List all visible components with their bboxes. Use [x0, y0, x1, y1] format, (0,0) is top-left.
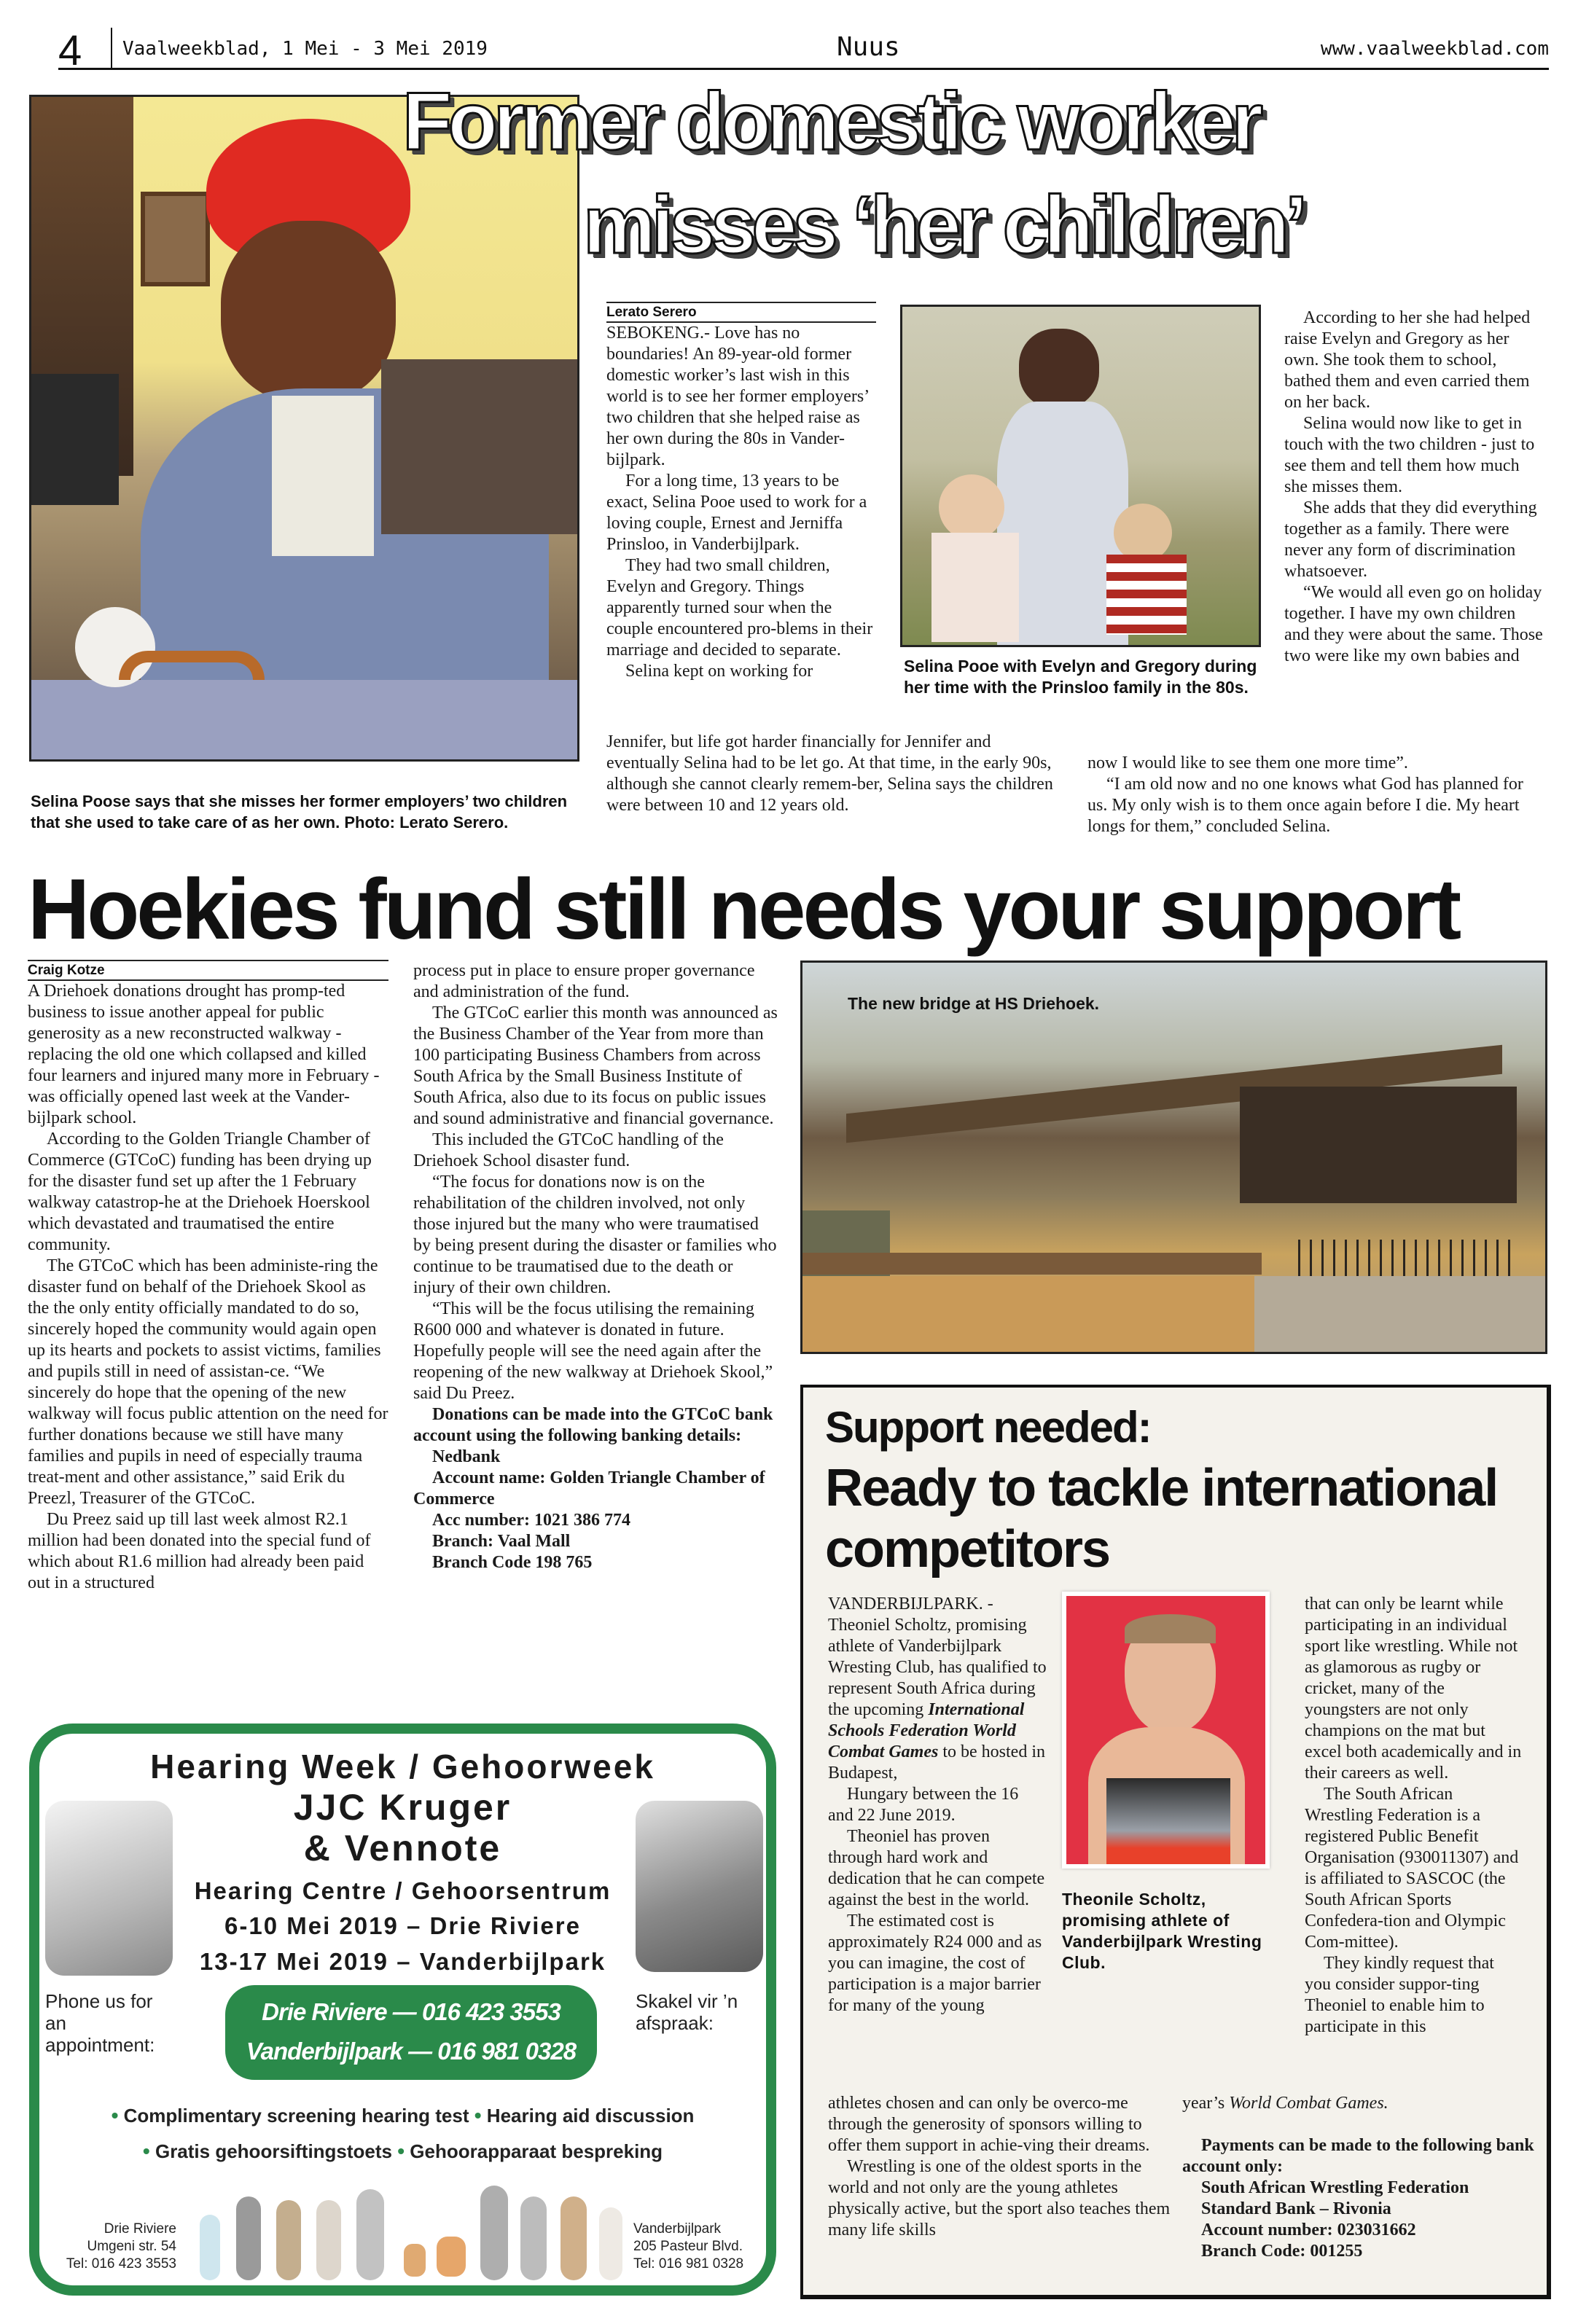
paragraph: For a long time, 13 years to be exact, Selina Pooe used to work for a loving couple, Ernest and Jerniffa Prinsloo, in Vanderbijlpark.	[606, 472, 867, 554]
paragraph: Du Preez said up till last week almost R2.1 million had been donated into the special fund of which about R1.6 million had already been paid out in a structured	[28, 1510, 371, 1592]
offer: Complimentary screening hearing test	[123, 2105, 469, 2127]
woman-portrait	[45, 1801, 173, 1976]
branch-code: Branch Code: 001255	[1201, 2242, 1363, 2261]
branch-name: Vanderbijlpark	[633, 2221, 722, 2237]
story2-byline: Craig Kotze	[28, 960, 388, 981]
branch-phone: Tel: 016 981 0328	[633, 2256, 744, 2272]
advert-date-vanderbijlpark: 13-17 Mei 2019 – Vanderbijlpark	[199, 1948, 606, 1975]
offer: Gratis gehoorsiftingstoets	[155, 2140, 393, 2162]
paragraph: SEBOKENG.- Love has no boundaries! An 89-year-old former domestic worker’s last wish in this world is to see her former employers’ two children that she helped raise as her own during the 80s in Vander-bijlpark.	[606, 324, 869, 469]
paragraph	[1182, 2093, 1539, 2114]
story2-headline: Hoekies fund still needs your support	[28, 861, 1459, 958]
paragraph: “We would all even go on holiday together. I have my own children and they were about the same. Those two were like my own babies and	[1284, 583, 1543, 665]
paragraph: Wrestling is one of the oldest sports in the world and not only are the young athletes physically active, but the sport also teaches them many life skills	[828, 2157, 1171, 2239]
page-header	[58, 27, 1549, 74]
story3-column-3-wide	[1182, 2093, 1539, 2262]
paragraph: Jennifer, but life got harder financially for Jennifer and eventually Selina had to be let go. At that time, in the early 90s, although she cannot clearly remem-ber, Selina says the children were between 10 and 12 years old.	[606, 732, 1053, 815]
paragraph: They had two small children, Evelyn and Gregory. Things apparently turned sour when the couple encountered pro-blems in their marriage and decided to separate.	[606, 556, 873, 660]
branch-address: 205 Pasteur Blvd.	[633, 2239, 743, 2254]
paragraph: “This will be the focus utilising the remaining R600 000 and whatever is donated in future. Hopefully people will see the need again after the reopening of the new walkway at Driehoek Skool,” said Du Preez.	[413, 1299, 773, 1403]
bullet-icon: •	[142, 2140, 150, 2162]
advert-subtitle: Hearing Centre / Gehoorsentrum	[194, 1877, 612, 1904]
story1-headline-line2: misses ‘her children’	[583, 179, 1304, 270]
selina-photo-caption: Selina Poose says that she misses her former employers’ two children that she used to take care of as her own. Photo: Lerato Serero.	[31, 792, 568, 832]
phone-drie-riviere[interactable]: Drie Riviere — 016 423 3553	[262, 1998, 560, 2025]
branch: Branch: Vaal Mall	[432, 1532, 571, 1551]
story3-column-1-wide	[828, 2093, 1171, 2241]
intro-continued: to be hosted in Budapest,	[828, 1742, 1045, 1783]
paragraph: A Driehoek donations drought has promp-ted business to issue another appeal for public generosity as a new reconstructed walkway - replacing the old one which collapsed and killed four learners and injured many more in February - was officially opened last week at the Vander-bijlpark school.	[28, 982, 380, 1127]
advert-date-drie-riviere: 6-10 Mei 2019 – Drie Riviere	[224, 1912, 581, 1939]
header-divider	[111, 28, 112, 70]
paragraph	[828, 1594, 1047, 1784]
paragraph: The GTCoC earlier this month was announced as the Business Chamber of the Year from more than 100 participating Business Chambers from across South Africa by the Small Business Institute of South Africa, also due to its focus on public issues and sound administrative and financial governance.	[413, 1003, 778, 1128]
paragraph: athletes chosen and can only be overco-me through the generosity of sponsors willing to offer them support in achie-ving their dreams.	[828, 2094, 1150, 2155]
branch-address: Umgeni str. 54	[87, 2239, 176, 2254]
text: year’s	[1182, 2094, 1230, 2113]
paragraph: They kindly request that you consider suppor-ting Theoniel to enable him to participate in this	[1305, 1954, 1494, 2036]
paragraph: Selina would now like to get in touch with the two children - just to see them and tell them how much she misses them.	[1284, 414, 1535, 496]
man-portrait	[636, 1801, 763, 1972]
banking-intro: Donations can be made into the GTCoC bank account using the following banking details:	[413, 1405, 773, 1445]
advert-title: Hearing Week / Gehoorweek	[150, 1748, 655, 1785]
offers-english	[39, 2104, 766, 2127]
publication-date: Vaalweekblad, 1 Mei - 3 Mei 2019	[122, 38, 488, 60]
branch-vanderbijlpark	[633, 2221, 768, 2273]
paragraph: This included the GTCoC handling of the Driehoek School disaster fund.	[413, 1130, 724, 1170]
story1-column-3-wide	[1087, 753, 1543, 837]
athlete-photo-caption: Theonile Scholtz, promising athlete of Vanderbijlpark Wresting Club.	[1062, 1890, 1262, 1972]
payment-intro: Payments can be made to the following bank account only:	[1182, 2136, 1534, 2176]
paragraph: The estimated cost is approximately R24 000 and as you can imagine, the cost of participation is a major barrier for many of the young	[828, 1912, 1042, 2015]
support-needed-box	[800, 1385, 1551, 2299]
offer: Hearing aid discussion	[486, 2105, 695, 2127]
story1-column-3	[1284, 308, 1543, 667]
paragraph: Theoniel has proven through hard work and dedication that he can compete against the best in the world.	[828, 1827, 1045, 1909]
story1-headline-line1: Former domestic worker	[402, 76, 1259, 167]
account-name: Account name: Golden Triangle Chamber of Commerce	[413, 1468, 765, 1509]
paragraph: now I would like to see them one more time”.	[1087, 754, 1408, 772]
phone-numbers-panel	[225, 1985, 597, 2080]
branch-drie-riviere	[45, 2221, 176, 2273]
event-name: International Schools Federation World Combat Games	[828, 1700, 1025, 1761]
phone-prompt-afrikaans: Skakel vir ’n afspraak:	[636, 1990, 738, 2034]
selina-pooe-photo	[29, 95, 579, 762]
story3-column-1	[828, 1594, 1047, 2016]
phone-prompt-english: Phone us for an appointment:	[45, 1990, 155, 2056]
advert-company-name: JJC Kruger	[293, 1787, 512, 1828]
paragraph: that can only be learnt while participating in an individual sport like wrestling. While not as glamorous as rugby or cricket, many of the youngsters are not only champions on the mat but excel both academically and in their careers as well.	[1305, 1595, 1522, 1783]
athlete-photo-frame	[1062, 1592, 1270, 1869]
banking-details	[413, 1404, 778, 1573]
hearing-week-advert	[29, 1724, 776, 2296]
payment-details	[1182, 2135, 1539, 2262]
page-number: 4	[58, 27, 82, 74]
section-name: Nuus	[837, 32, 900, 62]
paragraph: Selina kept on working for	[625, 662, 813, 681]
branch-name: Drie Riviere	[103, 2221, 176, 2237]
story3-headline: Ready to tackle international competitors	[825, 1459, 1498, 1578]
story1-column-1	[606, 302, 876, 682]
offer: Gehoorapparaat bespreking	[410, 2140, 663, 2162]
phone-vanderbijlpark[interactable]: Vanderbijlpark — 016 981 0328	[246, 2038, 577, 2065]
paragraph: process put in place to ensure proper governance and administration of the fund.	[413, 961, 755, 1001]
story1-byline: Lerato Serero	[606, 302, 876, 323]
paragraph: “The focus for donations now is on the rehabilitation of the children involved, not only those injured but the many who were traumatised by being present during the disaster or families who continue to be traumatised due to the death or injury of their own children.	[413, 1173, 777, 1297]
bank-name: Standard Bank – Rivonia	[1201, 2199, 1391, 2218]
paragraph: “I am old now and no one knows what God has planned for us. My only wish is to them once again before I die. My heart longs for them,” concluded Selina.	[1087, 775, 1523, 836]
branch-code: Branch Code 198 765	[432, 1553, 593, 1572]
paragraph: She adds that they did everything together as a family. There were never any form of discrimination whatsoever.	[1284, 498, 1537, 581]
hearing-aids-image	[185, 2186, 630, 2280]
paragraph: The GTCoC which has been administe-ring the disaster fund on behalf of the Driehoek Skool as the the only entity officially mandated to do so, sincerely hoped the community would again open up its hearts and pockets to assist victims, families and pupils still in need of assistan-ce. “We sincerely do hope that the opening of the new walkway will focus public attention on the need for further donations because we still have many families and pupils in need of especially trauma treat-ment and other assistance,” said Erik du Preezl, Treasurer of the GTCoC.	[28, 1256, 388, 1508]
story3-column-3	[1305, 1594, 1523, 2038]
bullet-icon: •	[111, 2104, 119, 2127]
story2-column-2	[413, 960, 778, 1573]
dateline-intro: VANDERBIJLPARK. - Theoniel Scholtz, promising athlete of Vanderbijlpark Wresting Club, has qualified to represent South Africa during the upcoming	[828, 1595, 1047, 1719]
bullet-icon: •	[474, 2104, 482, 2127]
offers-afrikaans	[39, 2140, 766, 2163]
prinsloo-photo-caption: Selina Pooe with Evelyn and Gregory during her time with the Prinsloo family in the 80s.	[904, 657, 1257, 697]
story2-column-1	[28, 960, 388, 1594]
account-number: Acc number: 1021 386 774	[432, 1511, 630, 1530]
branch-phone: Tel: 016 423 3553	[66, 2256, 176, 2272]
paragraph: Hungary between the 16 and 22 June 2019.	[828, 1785, 1019, 1825]
advert-company-partners: & Vennote	[303, 1828, 502, 1869]
paragraph: According to the Golden Triangle Chamber of Commerce (GTCoC) funding has been drying up for the disaster fund set up after the 1 February walkway catastrop-he at the Driehoek Hoerskool which devastated and traumatised the entire community.	[28, 1130, 372, 1254]
story1-column-1-wide	[606, 732, 1062, 816]
story3-kicker: Support needed:	[825, 1403, 1151, 1452]
event-name: World Combat Games.	[1229, 2094, 1388, 2113]
account-number: Account number: 023031662	[1201, 2221, 1416, 2239]
bridge-photo-caption: The new bridge at HS Driehoek.	[848, 994, 1100, 1013]
theoniel-scholtz-photo	[1066, 1596, 1265, 1864]
prinsloo-family-photo	[900, 305, 1261, 647]
bank-name: Nedbank	[432, 1447, 501, 1466]
account-holder: South African Wrestling Federation	[1201, 2178, 1469, 2197]
bullet-icon: •	[397, 2140, 405, 2162]
paragraph: According to her she had helped raise Evelyn and Gregory as her own. She took them to school, bathed them and even carried them on her back.	[1284, 308, 1531, 412]
paragraph: The South African Wrestling Federation is a registered Public Benefit Organisation (930011307) and is affiliated to SASCOC (the South African Sports Confedera-tion and Olympic Com-mittee).	[1305, 1785, 1519, 1952]
website-link[interactable]: www.vaalweekblad.com	[1320, 38, 1549, 60]
bridge-photo	[800, 960, 1547, 1354]
